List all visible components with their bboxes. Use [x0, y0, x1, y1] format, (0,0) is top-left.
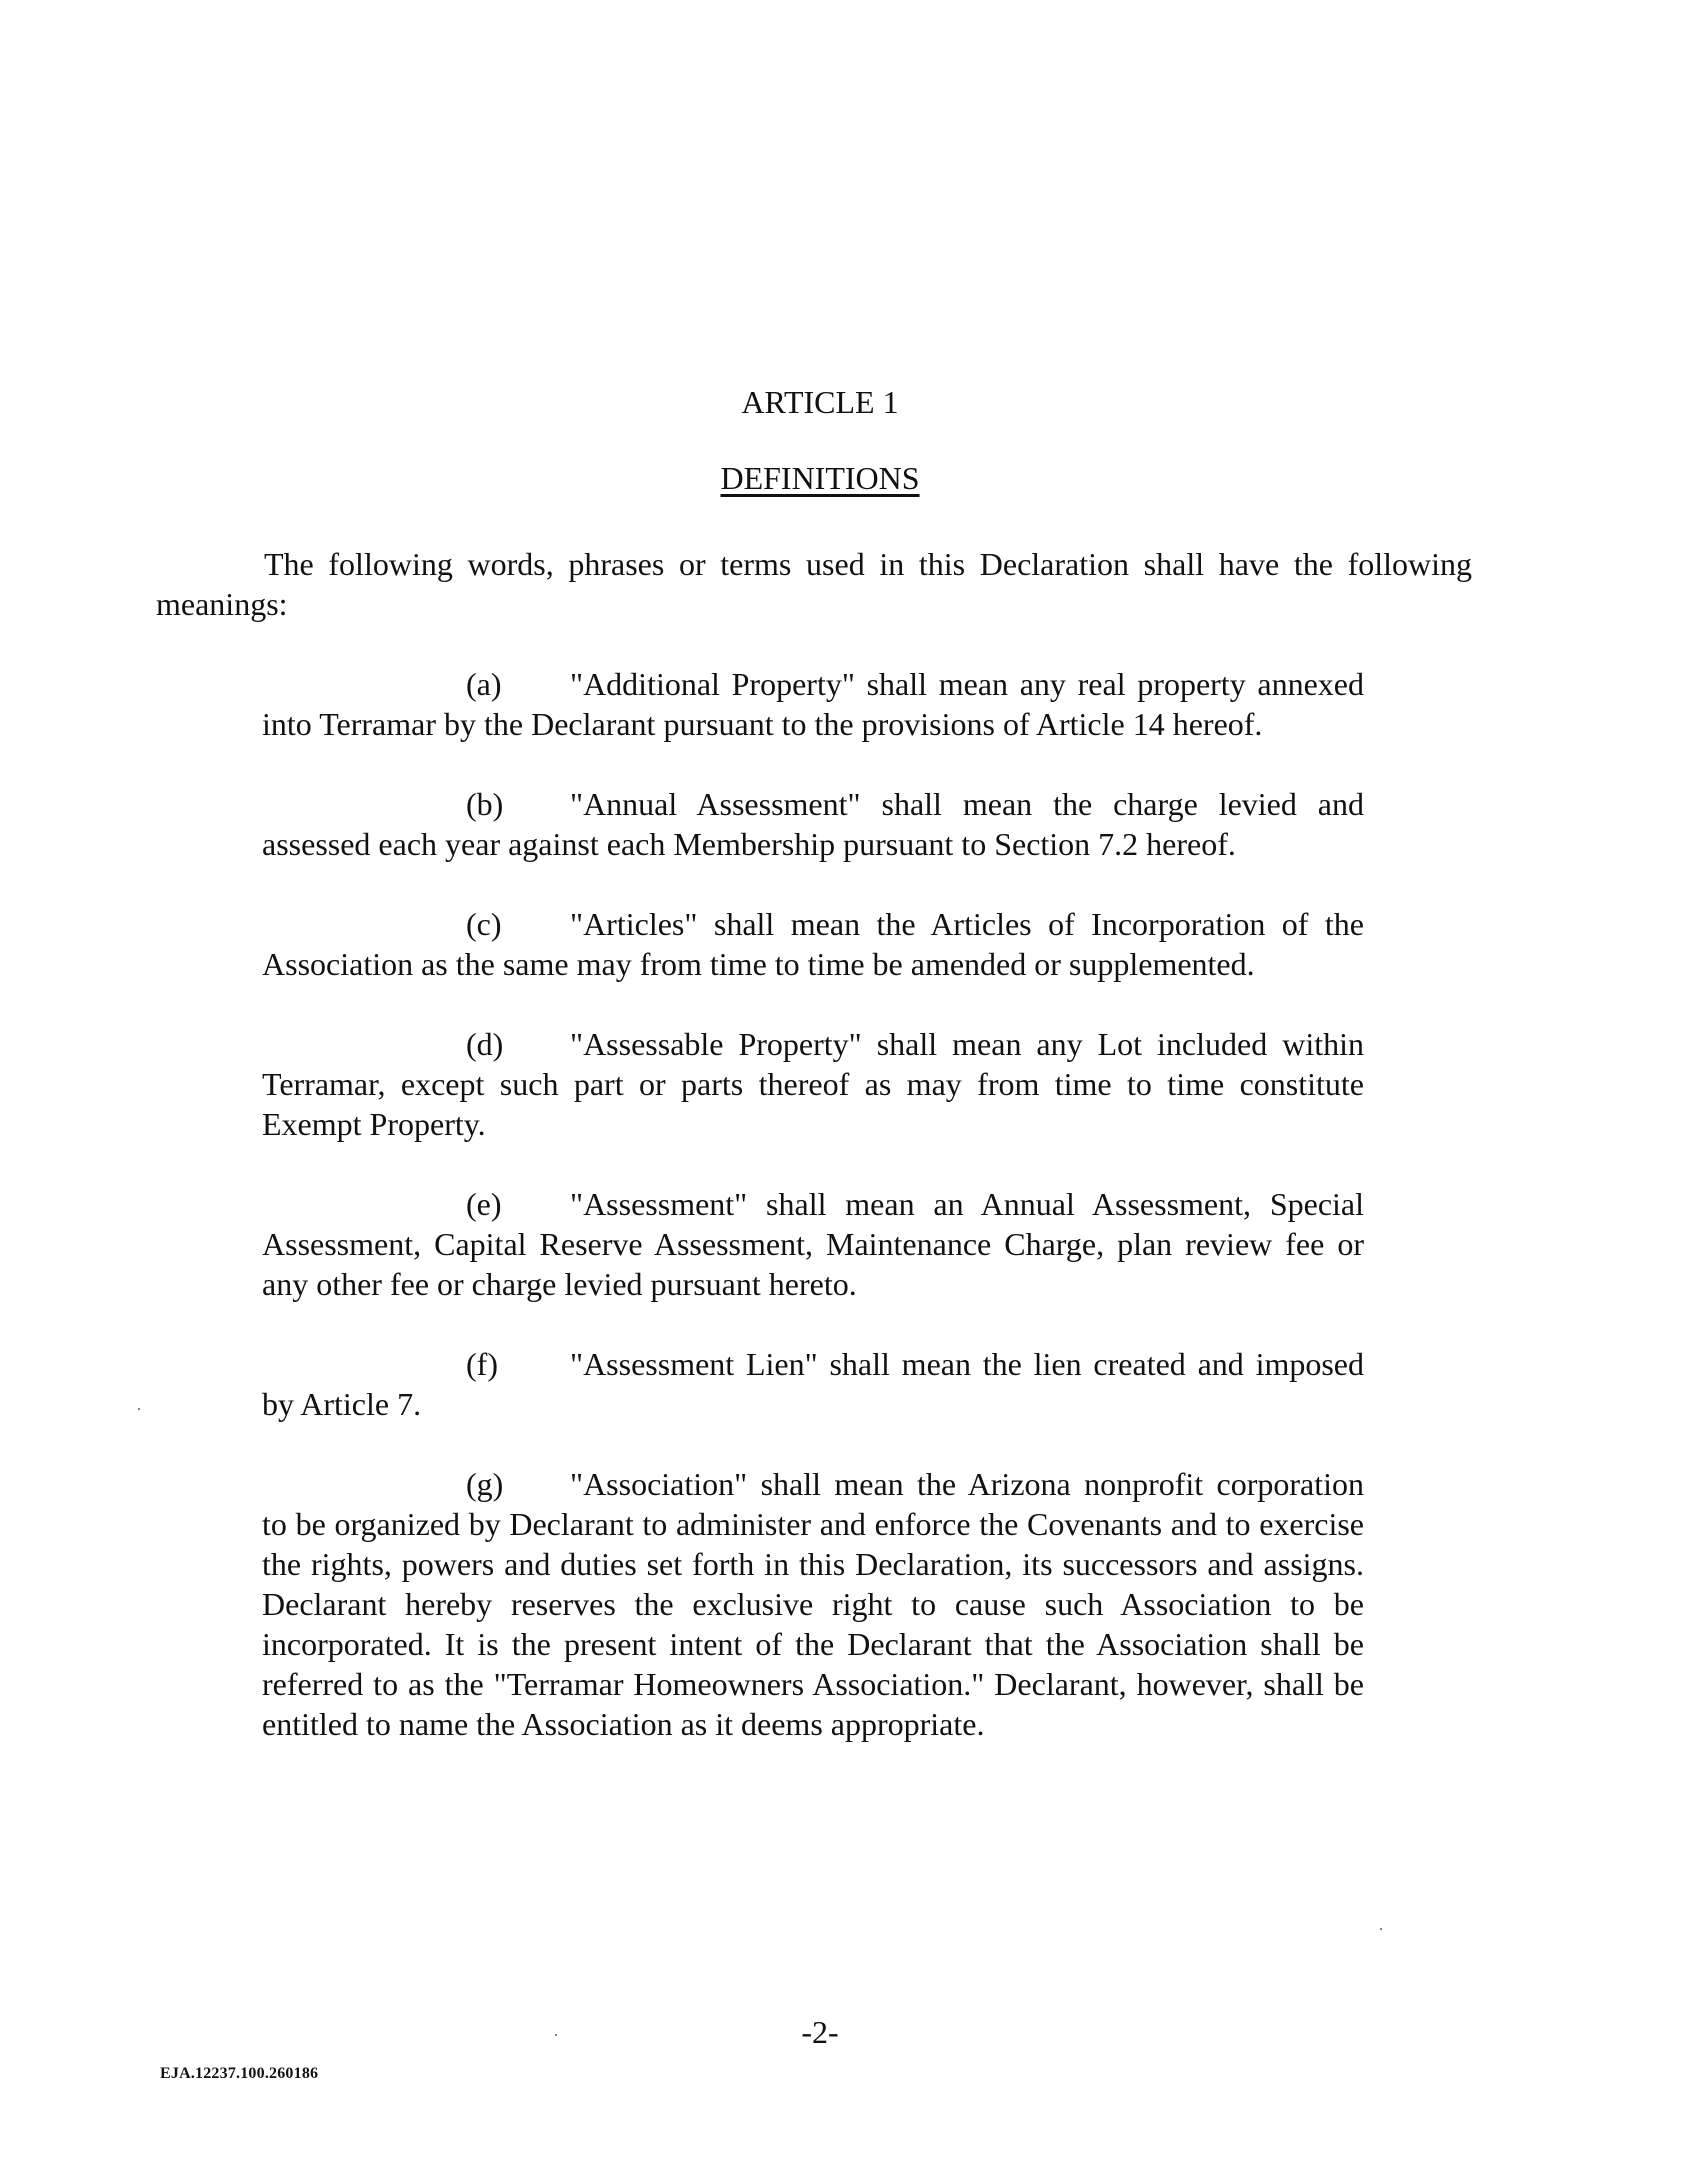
definition-text: "Association" shall mean the Arizona nonprofit corporation to be organized by Declarant to administer and enforce the Covenants and to exercise the rights, powers and duties set forth in this Declaration, its successors and assigns. Declarant hereby reserves the exclusive right to cause such Association to be incorporated. It is the present intent of the Declarant that the Association shall be referred to as the "Terramar Homeowners Association." Declarant, however, shall be entitled to name the Association as it deems appropriate. — [262, 1466, 1364, 1742]
section-title-text: DEFINITIONS — [720, 460, 920, 496]
definition-item — [262, 784, 1364, 864]
page-number: -2- — [801, 2014, 839, 2050]
definition-text: "Assessable Property" shall mean any Lot included within Terramar, except such part or parts thereof as may from time to time constitute Exempt Property. — [262, 1026, 1364, 1142]
definition-item — [262, 904, 1364, 984]
intro-paragraph: The following words, phrases or terms used in this Declaration shall have the following meanings: — [156, 546, 1472, 622]
scan-speck — [1380, 1928, 1382, 1930]
definition-item — [262, 1024, 1364, 1144]
section-title — [0, 458, 1640, 498]
definition-text: "Additional Property" shall mean any real property annexed into Terramar by the Declarant pursuant to the provisions of Article 14 hereof. — [262, 666, 1364, 742]
definition-marker: (g) — [466, 1466, 504, 1502]
document-id: EJA.12237.100.260186 — [160, 2065, 319, 2082]
definition-item — [262, 1184, 1364, 1304]
definition-text: "Assessment" shall mean an Annual Assessment, Special Assessment, Capital Reserve Assessment, Maintenance Charge, plan review fee or any other fee or charge levied pursuant hereto. — [262, 1186, 1364, 1302]
definition-marker: (b) — [466, 786, 504, 822]
definition-item — [262, 1344, 1364, 1424]
definition-text: "Annual Assessment" shall mean the charge levied and assessed each year against each Membership pursuant to Section 7.2 hereof. — [262, 786, 1364, 862]
definition-marker: (f) — [466, 1346, 498, 1382]
scan-speck — [555, 2034, 557, 2036]
definition-item — [262, 664, 1364, 744]
definition-item — [262, 1464, 1364, 1744]
definition-marker: (a) — [466, 666, 502, 702]
article-heading: ARTICLE 1 — [741, 384, 899, 420]
definition-text: "Articles" shall mean the Articles of Incorporation of the Association as the same may from time to time be amended or supplemented. — [262, 906, 1364, 982]
definitions-list — [262, 664, 1364, 1784]
definition-marker: (c) — [466, 906, 502, 942]
definition-marker: (e) — [466, 1186, 502, 1222]
scan-speck — [138, 1408, 140, 1410]
definition-text: "Assessment Lien" shall mean the lien created and imposed by Article 7. — [262, 1346, 1364, 1422]
definition-marker: (d) — [466, 1026, 504, 1062]
